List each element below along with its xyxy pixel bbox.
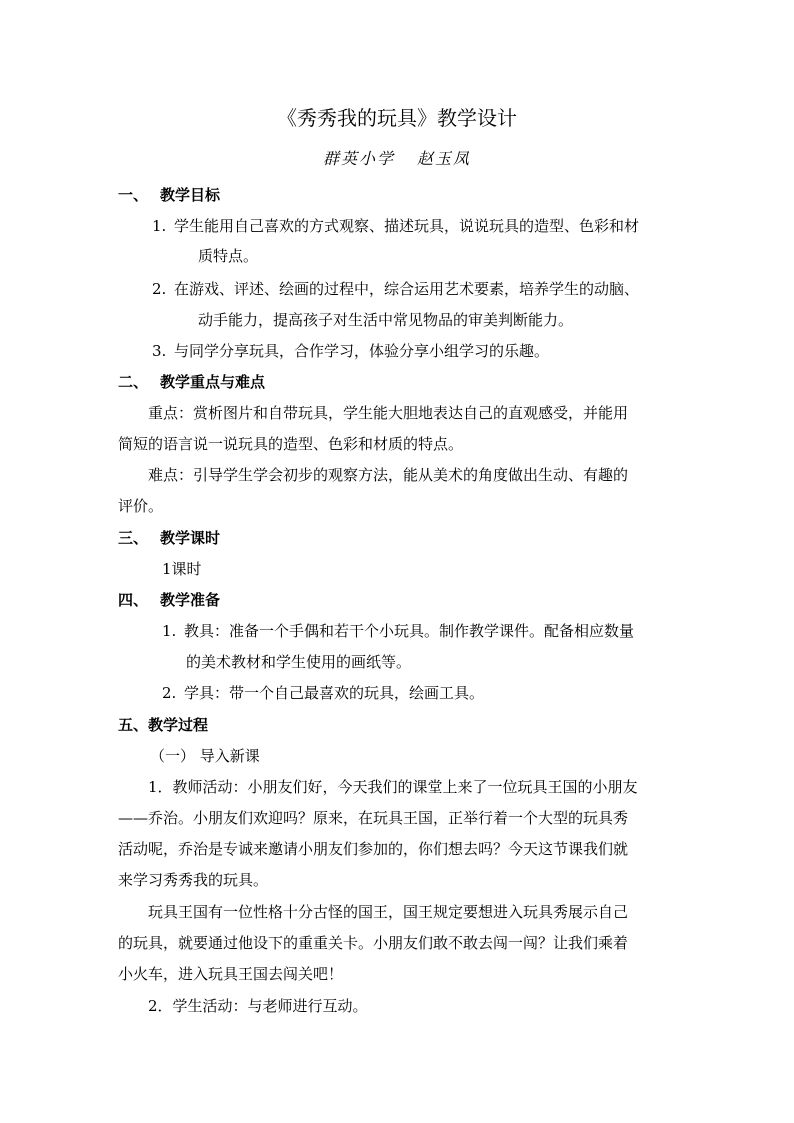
school-name: 群英小学 <box>322 149 395 168</box>
section-heading-key-points: 二、 教学重点与难点 <box>118 373 266 391</box>
paragraph-line: 玩具王国有一位性格十分古怪的国王，国王规定要想进入玩具秀展示自己 <box>148 903 629 921</box>
key-point-text: 重点：赏析图片和自带玩具，学生能大胆地表达自己的直观感受，并能用 <box>148 404 629 422</box>
objective-item: 2. 在游戏、评述、绘画的过程中，综合运用艺术要素，培养学生的动脑、 <box>152 280 640 298</box>
section-heading-process: 五、教学过程 <box>118 716 209 734</box>
paragraph-line: 1．教师活动：小朋友们好，今天我们的课堂上来了一位玩具王国的小朋友 <box>148 778 638 796</box>
section-heading-objectives: 一、 教学目标 <box>118 186 221 204</box>
paragraph-line: 的玩具，就要通过他设下的重重关卡。小朋友们敢不敢去闯一闯？让我们乘着 <box>118 934 629 952</box>
objective-item-cont: 质特点。 <box>198 247 259 265</box>
paragraph-line: 来学习秀秀我的玩具。 <box>118 871 269 889</box>
difficulty-text: 难点：引导学生学会初步的观察方法，能从美术的角度做出生动、有趣的 <box>148 466 629 484</box>
class-hours-text: 1课时 <box>162 560 202 578</box>
difficulty-text-cont: 评价。 <box>118 497 164 515</box>
section-heading-preparation: 四、 教学准备 <box>118 591 221 609</box>
paragraph-line: 2．学生活动：与老师进行互动。 <box>148 997 368 1015</box>
author-line <box>0 148 794 170</box>
subsection-heading: （一） 导入新课 <box>150 747 260 765</box>
preparation-item-cont: 的美术教材和学生使用的画纸等。 <box>186 653 412 671</box>
preparation-item: 1. 教具：准备一个手偶和若干个小玩具。制作教学课件。配备相应数量 <box>162 622 635 640</box>
paragraph-line: ——乔治。小朋友们欢迎吗？原来，在玩具王国，正举行着一个大型的玩具秀 <box>118 809 629 827</box>
objective-item: 3. 与同学分享玩具，合作学习，体验分享小组学习的乐趣。 <box>152 342 550 360</box>
key-point-text-cont: 简短的语言说一说玩具的造型、色彩和材质的特点。 <box>118 435 464 453</box>
section-heading-class-hours: 三、 教学课时 <box>118 529 221 547</box>
document-title: 《秀秀我的玩具》教学设计 <box>277 106 517 130</box>
objective-item: 1. 学生能用自己喜欢的方式观察、描述玩具，说说玩具的造型、色彩和材 <box>152 217 640 235</box>
preparation-item: 2. 学具：带一个自己最喜欢的玩具，绘画工具。 <box>162 684 485 702</box>
author-name: 赵玉凤 <box>417 149 472 168</box>
objective-item-cont: 动手能力，提高孩子对生活中常见物品的审美判断能力。 <box>198 311 574 329</box>
paragraph-line: 活动呢，乔治是专诚来邀请小朋友们参加的，你们想去吗？今天这节课我们就 <box>118 840 629 858</box>
paragraph-line: 小火车，进入玩具王国去闯关吧！ <box>118 965 344 983</box>
